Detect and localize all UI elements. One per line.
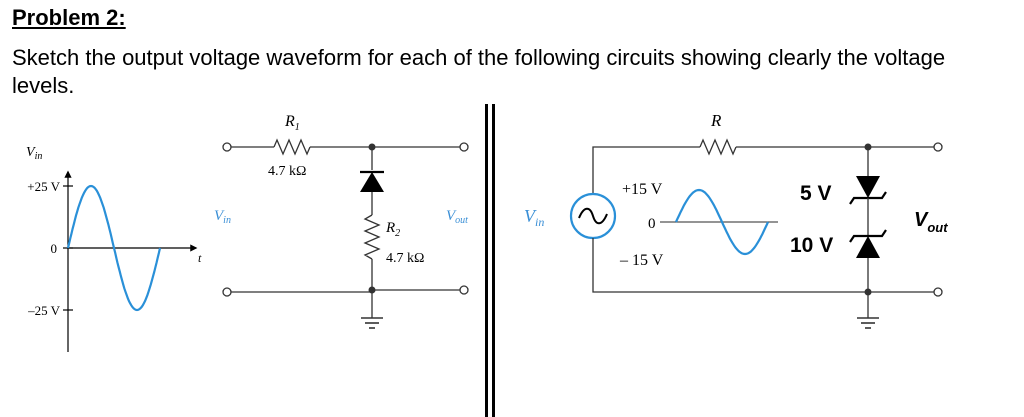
r2-label: $R_2$ [386, 220, 401, 239]
t-axis-label: t [198, 251, 202, 265]
r1-label: $R_1$ [285, 113, 300, 133]
wave-label-neg: – 15 V [620, 252, 664, 269]
problem-heading: Problem 2: [12, 5, 126, 30]
right-output-terminal-bottom [934, 288, 942, 296]
output-terminal-top [460, 143, 468, 151]
zener-top-label: 5 V [800, 182, 832, 205]
r1-value: 4.7 kΩ [268, 164, 307, 179]
r2-value: 4.7 kΩ [386, 251, 425, 266]
right-ground-icon [857, 318, 879, 328]
zener-bottom-label: 10 V [790, 234, 834, 257]
resistor-r2 [365, 215, 379, 259]
y-tick-label-pos: +25 V [27, 179, 60, 194]
circuit-vout-label: $V_{out}$ [446, 208, 468, 226]
input-terminal-bottom [223, 288, 231, 296]
wave-label-pos: +15 V [622, 181, 663, 198]
right-output-terminal-top [934, 143, 942, 151]
problem-instruction: Sketch the output voltage waveform for each of the following circuits showing clearly the voltage levels. [12, 45, 946, 98]
right-vout-label: $V_{out}$ [914, 209, 948, 235]
wave-label-zero: 0 [648, 216, 656, 232]
zener-circuit [524, 111, 948, 328]
y-tick-label-zero: 0 [50, 241, 57, 256]
zener-bottom-triangle [856, 236, 880, 258]
input-waveform-graph [26, 145, 202, 352]
clipper-circuit [214, 113, 468, 328]
resistor-r1 [274, 140, 310, 154]
resistor-r [700, 140, 736, 154]
graph-vin-label: $V_{in}$ [26, 145, 43, 162]
right-vin-label: $V_{in}$ [524, 206, 545, 229]
resistor-r-label: R [711, 111, 722, 130]
input-terminal-top [223, 143, 231, 151]
ground-icon [361, 318, 383, 328]
bottom-wire [231, 290, 460, 292]
double-divider [485, 104, 495, 417]
diode-triangle [360, 172, 384, 192]
output-terminal-bottom [460, 286, 468, 294]
zener-top-triangle [856, 176, 880, 198]
circuit-vin-label: $V_{in}$ [214, 208, 231, 226]
y-tick-label-neg: –25 V [28, 303, 60, 318]
